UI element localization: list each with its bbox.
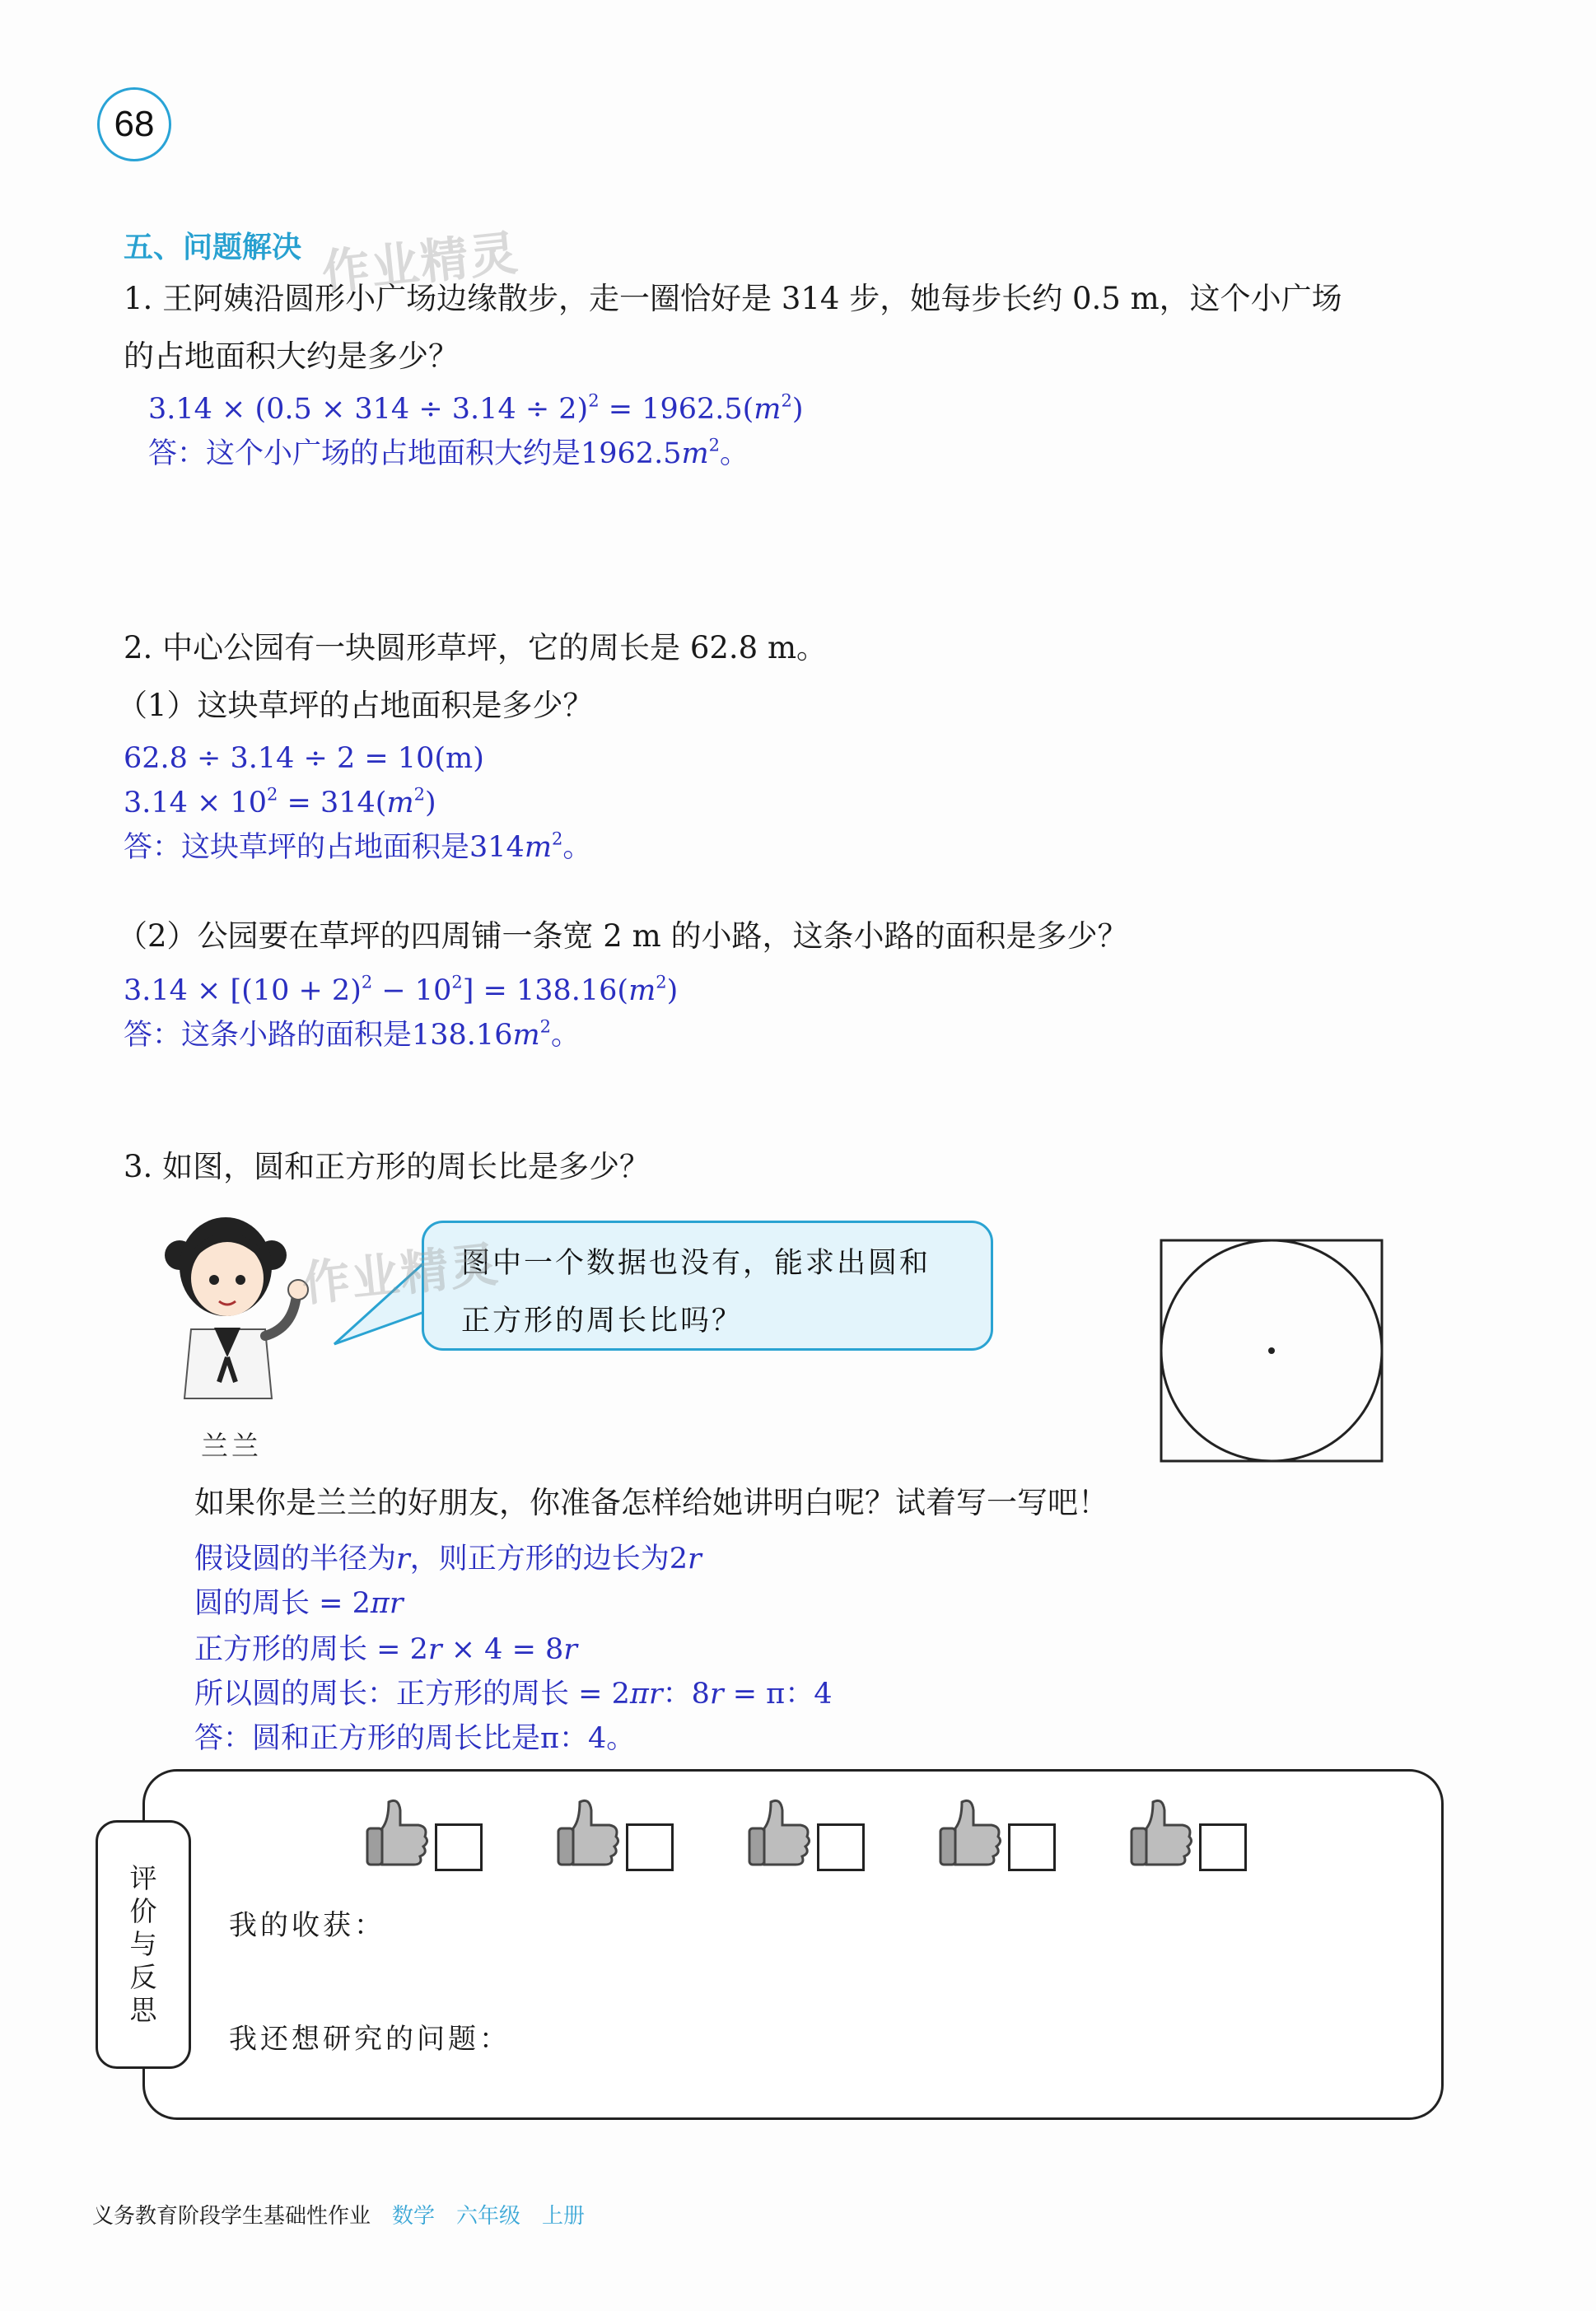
q3-prompt: 如果你是兰兰的好朋友，你准备怎样给她讲明白呢？试着写一写吧！ xyxy=(194,1485,1108,1520)
rating-item xyxy=(364,1795,496,1870)
circle-in-square-figure xyxy=(1160,1239,1385,1464)
rating-checkbox[interactable] xyxy=(626,1823,674,1871)
evaluation-tab xyxy=(96,1820,191,2069)
footer-volume: 上册 xyxy=(542,2204,586,2229)
bubble-line-1: 图中一个数据也没有，能求出圆和 xyxy=(461,1247,931,1280)
bubble-line-2: 正方形的周长比吗？ xyxy=(461,1305,744,1338)
footer-grade: 六年级 xyxy=(456,2204,521,2229)
rating-checkbox[interactable] xyxy=(1008,1823,1056,1871)
eval-char: 与 xyxy=(129,1928,157,1960)
eval-char: 反 xyxy=(129,1961,157,1993)
girl-illustration xyxy=(148,1204,313,1410)
rating-item xyxy=(555,1795,687,1870)
q1-answer-text: 答：这个小广场的占地面积大约是$1962.5m^2$。 xyxy=(148,435,749,470)
footer xyxy=(92,2199,585,2229)
q1-line2: 的占地面积大约是多少？ xyxy=(124,338,459,374)
q1-line1: 1. 王阿姨沿圆形小广场边缘散步，走一圈恰好是 314 步，她每步长约 0.5 m，这个小广场 xyxy=(124,281,1342,316)
thumbs-up-icon xyxy=(937,1795,1003,1870)
rating-checkbox[interactable] xyxy=(817,1823,865,1871)
rating-checkbox[interactable] xyxy=(1199,1823,1247,1871)
gain-label: 我的收获： xyxy=(229,1909,385,1942)
thumbs-up-icon xyxy=(555,1795,621,1870)
q1-answer-formula: $3.14 \times (0.5 \times 314 \div 3.14 \div 2)^2 = 1962.5(m^2)$ xyxy=(148,390,804,426)
eval-char: 思 xyxy=(129,1994,157,2026)
watermark: 作业精灵 xyxy=(319,224,522,301)
rating-item xyxy=(937,1795,1069,1870)
q2-sub1-answer-3: 答：这块草坪的占地面积是$314m^2$。 xyxy=(124,829,592,864)
eval-char: 评 xyxy=(129,1862,157,1894)
q3-answer-5: 答：圆和正方形的周长比是π：4。 xyxy=(194,1722,636,1755)
rating-item xyxy=(1128,1795,1260,1870)
thumbs-up-icon xyxy=(1128,1795,1194,1870)
footer-series: 义务教育阶段学生基础性作业 xyxy=(92,2204,371,2229)
section-title: 五、问题解决 xyxy=(124,231,302,264)
rating-item xyxy=(746,1795,878,1870)
thumbs-up-icon xyxy=(746,1795,812,1870)
eval-char: 价 xyxy=(129,1895,157,1927)
question-label: 我还想研究的问题： xyxy=(229,2023,511,2056)
q2-sub2-answer-1: $3.14 \times [(10 + 2)^2 - 10^2] = 138.16(m^2)$ xyxy=(124,972,679,1007)
thumbs-up-icon xyxy=(364,1795,430,1870)
girl-name: 兰兰 xyxy=(201,1430,262,1462)
q3-answer-2: 圆的周长 = 2πr xyxy=(194,1587,404,1620)
q2-sub1-answer-1: 62.8 ÷ 3.14 ÷ 2 = 10(m) xyxy=(124,742,484,775)
q3-answer-3: 正方形的周长 = 2r × 4 = 8r xyxy=(194,1633,578,1666)
q2-sub2: （2）公园要在草坪的四周铺一条宽 2 m 的小路，这条小路的面积是多少？ xyxy=(117,918,1128,954)
q2-sub1-answer-2: $3.14 \times 10^2 = 314(m^2)$ xyxy=(124,784,436,819)
page-number: 68 xyxy=(97,87,171,161)
q2-sub2-answer-2: 答：这条小路的面积是$138.16m^2$。 xyxy=(124,1016,581,1052)
q3-answer-1: 假设圆的半径为r，则正方形的边长为2r xyxy=(194,1543,702,1576)
q2-stem: 2. 中心公园有一块圆形草坪，它的周长是 62.8 m。 xyxy=(124,630,828,665)
q2-sub1: （1）这块草坪的占地面积是多少？ xyxy=(117,688,594,723)
q3-stem: 3. 如图，圆和正方形的周长比是多少？ xyxy=(124,1149,651,1184)
footer-subject: 数学 xyxy=(392,2204,436,2229)
watermark-2: 作业精灵 xyxy=(299,1235,502,1313)
rating-checkbox[interactable] xyxy=(435,1823,483,1871)
q3-answer-4: 所以圆的周长：正方形的周长 = 2πr：8r = π：4 xyxy=(194,1678,833,1711)
